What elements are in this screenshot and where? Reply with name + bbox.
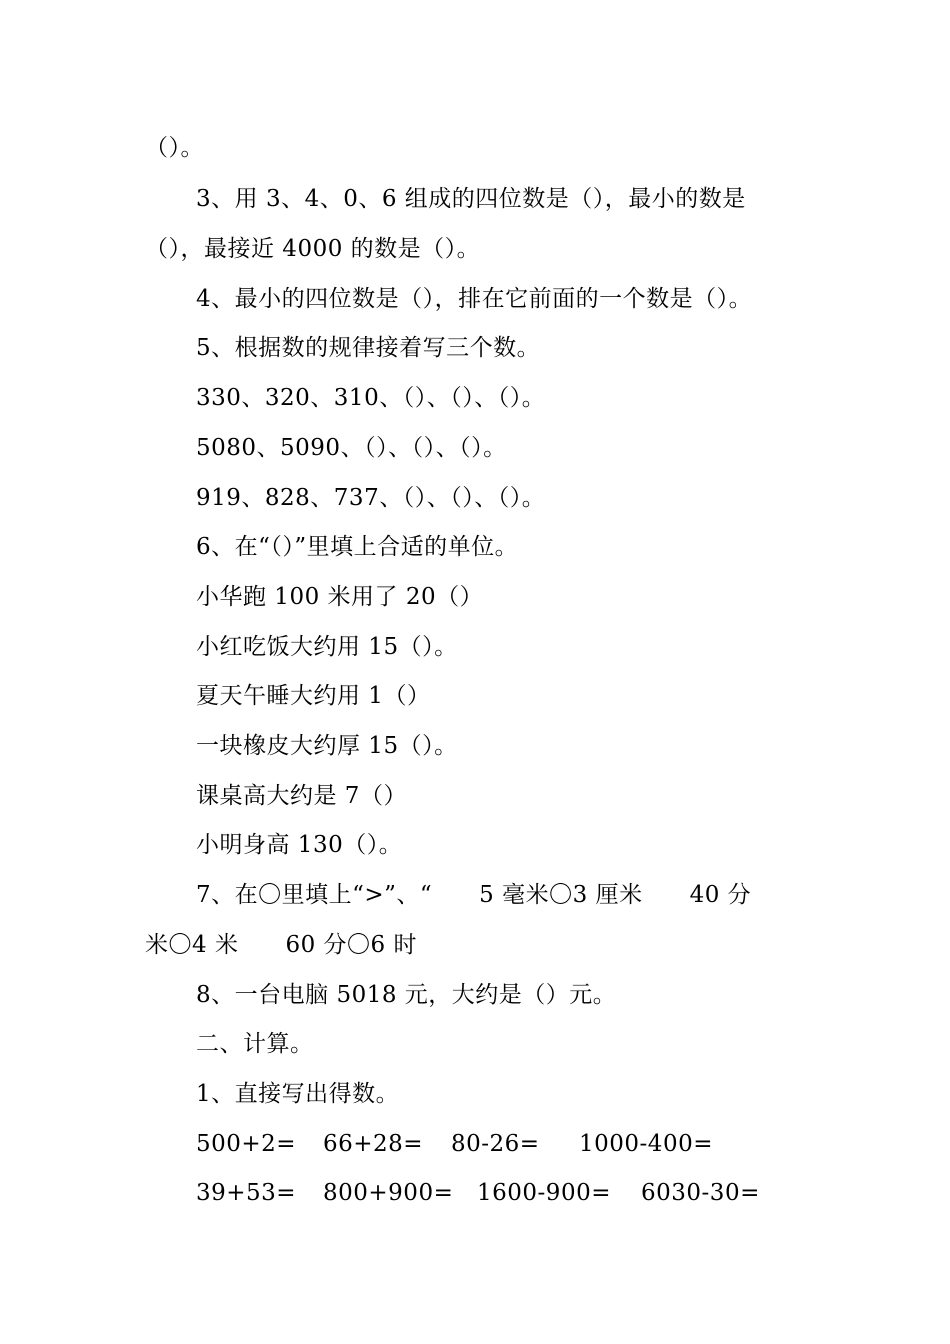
line-unit-3: 夏天午睡大约用 1（） [196,683,431,709]
calc-item: 800+900= [323,1180,454,1206]
line-sequence-3: 919、828、737、（）、（）、（）。 [196,485,546,511]
line-question-8: 8、一台电脑 5018 元，大约是（）元。 [196,982,617,1008]
line-sequence-1: 330、320、310、（）、（）、（）。 [196,385,546,411]
line-question-3-cont: （），最接近 4000 的数是（）。 [145,236,481,262]
line-question-4: 4、最小的四位数是（），排在它前面的一个数是（）。 [196,286,753,312]
line-blank-continuation: （）。 [145,135,204,161]
line-question-5: 5、根据数的规律接着写三个数。 [196,335,541,361]
calc-item: 80-26= [451,1131,540,1157]
section-heading-calc: 二、计算。 [196,1031,314,1057]
calc-item: 1600-900= [477,1180,611,1206]
calc-item: 39+53= [196,1180,297,1206]
line-unit-5: 课桌高大约是 7（） [196,783,407,809]
line-question-7: 7、在〇里填上“>”、“ 5 毫米〇3 厘米 40 分 [196,882,752,908]
calc-row [196,1119,713,1169]
calc-item: 500+2= [196,1131,297,1157]
calc-item: 1000-400= [579,1131,713,1157]
calc-item: 66+28= [323,1131,424,1157]
line-sequence-2: 5080、5090、（）、（）、（）。 [196,435,507,461]
line-calc-instruction: 1、直接写出得数。 [196,1081,400,1107]
line-question-6: 6、在“（）”里填上合适的单位。 [196,534,519,560]
line-unit-1: 小华跑 100 米用了 20（） [196,584,484,610]
line-unit-6: 小明身高 130（）。 [196,832,403,858]
calc-item: 6030-30= [641,1180,760,1206]
calc-row [196,1168,760,1218]
line-question-7-cont: 米〇4 米 60 分〇6 时 [145,932,417,958]
line-unit-2: 小红吃饭大约用 15（）。 [196,634,458,660]
line-unit-4: 一块橡皮大约厚 15（）。 [196,733,458,759]
line-question-3: 3、用 3、4、0、6 组成的四位数是（），最小的数是 [196,186,746,212]
